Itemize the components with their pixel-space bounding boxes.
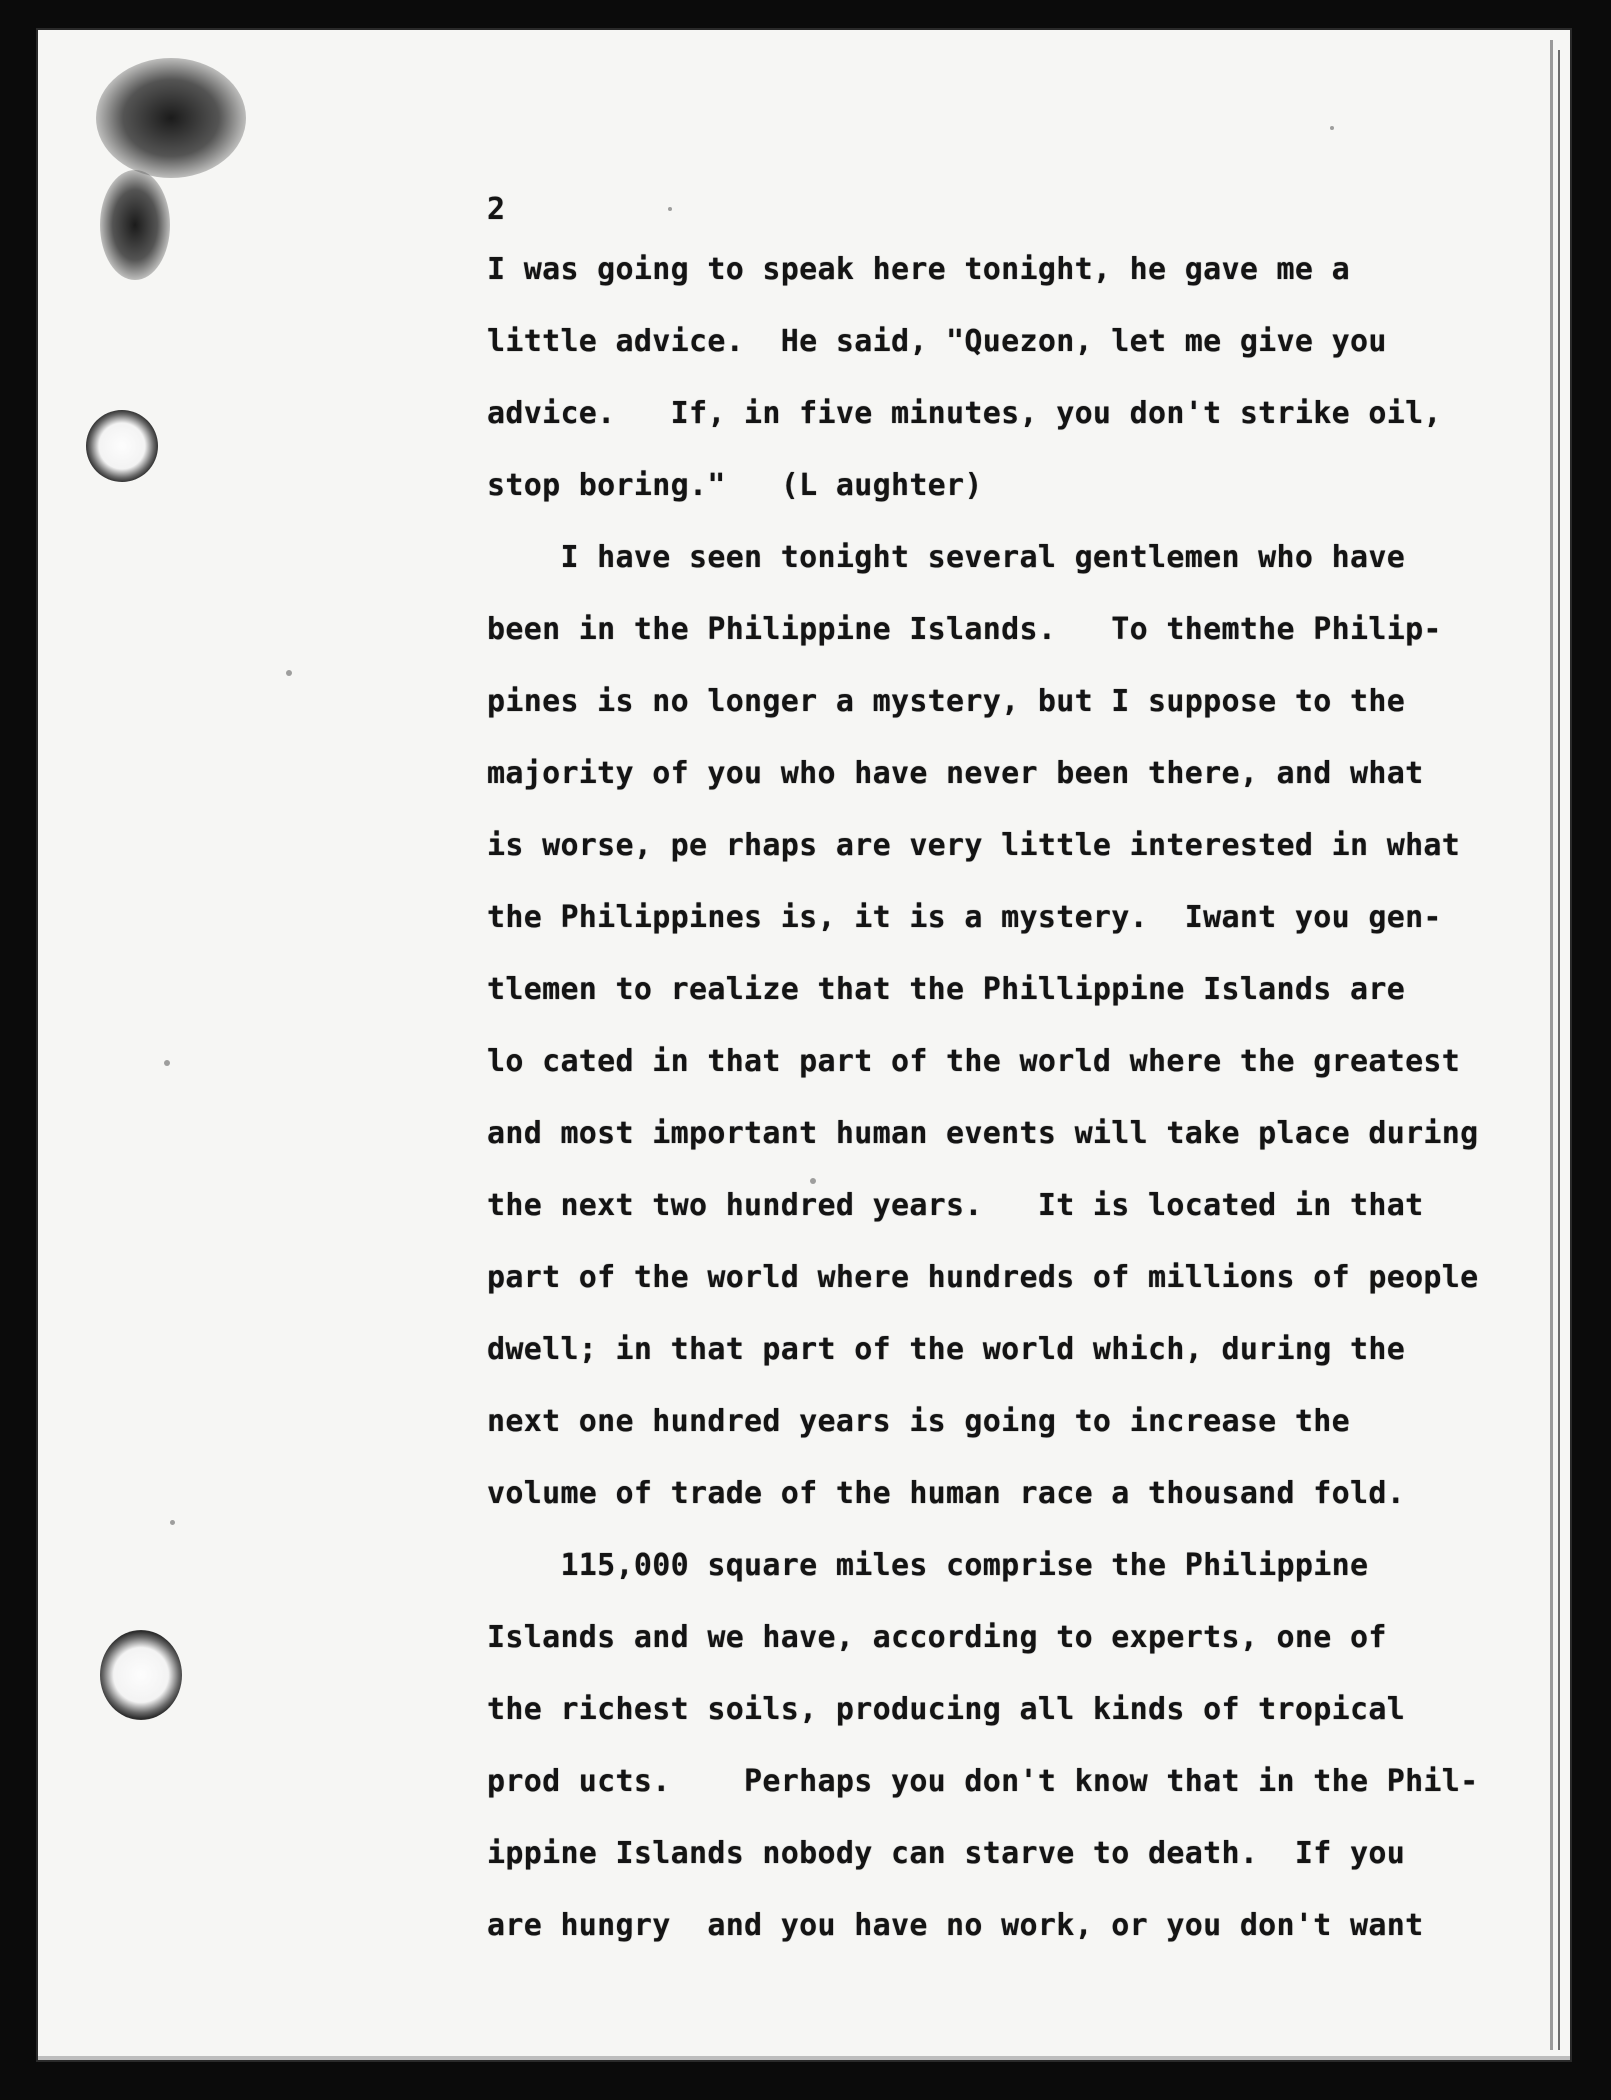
text-line: advice. If, in five minutes, you don't strike oil, (487, 396, 1442, 431)
text-line: tlemen to realize that the Phillippine Islands are (487, 972, 1406, 1007)
punch-hole-upper (86, 410, 158, 482)
text-line: pines is no longer a mystery, but I suppose to the (487, 684, 1406, 719)
speck (164, 1060, 170, 1066)
text-line: majority of you who have never been there, and what (487, 756, 1424, 791)
text-line: lo cated in that part of the world where the greatest (487, 1044, 1461, 1079)
speck (170, 1520, 175, 1525)
sheet-edge (1550, 40, 1553, 2050)
ink-stain-drip (100, 170, 170, 280)
text-line: I have seen tonight several gentlemen who have (487, 540, 1406, 575)
text-line: the next two hundred years. It is located in that (487, 1188, 1424, 1223)
text-line: and most important human events will take place during (487, 1116, 1479, 1151)
text-line: is worse, pe rhaps are very little interested in what (487, 828, 1461, 863)
text-line: dwell; in that part of the world which, during the (487, 1332, 1406, 1367)
text-line: part of the world where hundreds of millions of people (487, 1260, 1479, 1295)
ink-stain-top (96, 58, 246, 178)
sheet-edge (1558, 50, 1560, 2050)
text-line: volume of trade of the human race a thousand fold. (487, 1476, 1406, 1511)
text-line: little advice. He said, "Quezon, let me give you (487, 324, 1387, 359)
text-line: Islands and we have, according to experts, one of (487, 1620, 1387, 1655)
speck (668, 207, 672, 211)
text-line: the Philippines is, it is a mystery. Iwant you gen- (487, 900, 1442, 935)
text-line: I was going to speak here tonight, he gave me a (487, 252, 1350, 287)
sheet-bottom-edge (38, 2056, 1570, 2060)
text-line: 115,000 square miles comprise the Philippine (487, 1548, 1369, 1583)
text-line: next one hundred years is going to increase the (487, 1404, 1350, 1439)
punch-hole-lower (100, 1630, 182, 1720)
speck (1330, 126, 1334, 130)
text-line: prod ucts. Perhaps you don't know that in the Phil- (487, 1764, 1479, 1799)
text-line: are hungry and you have no work, or you don't want (487, 1908, 1424, 1943)
text-line: been in the Philippine Islands. To themthe Philip- (487, 612, 1442, 647)
text-line: stop boring." (L aughter) (487, 468, 983, 503)
text-line: ippine Islands nobody can starve to death. If you (487, 1836, 1406, 1871)
speck (286, 670, 292, 676)
page-number: 2 (487, 192, 506, 227)
text-line: the richest soils, producing all kinds of tropical (487, 1692, 1406, 1727)
